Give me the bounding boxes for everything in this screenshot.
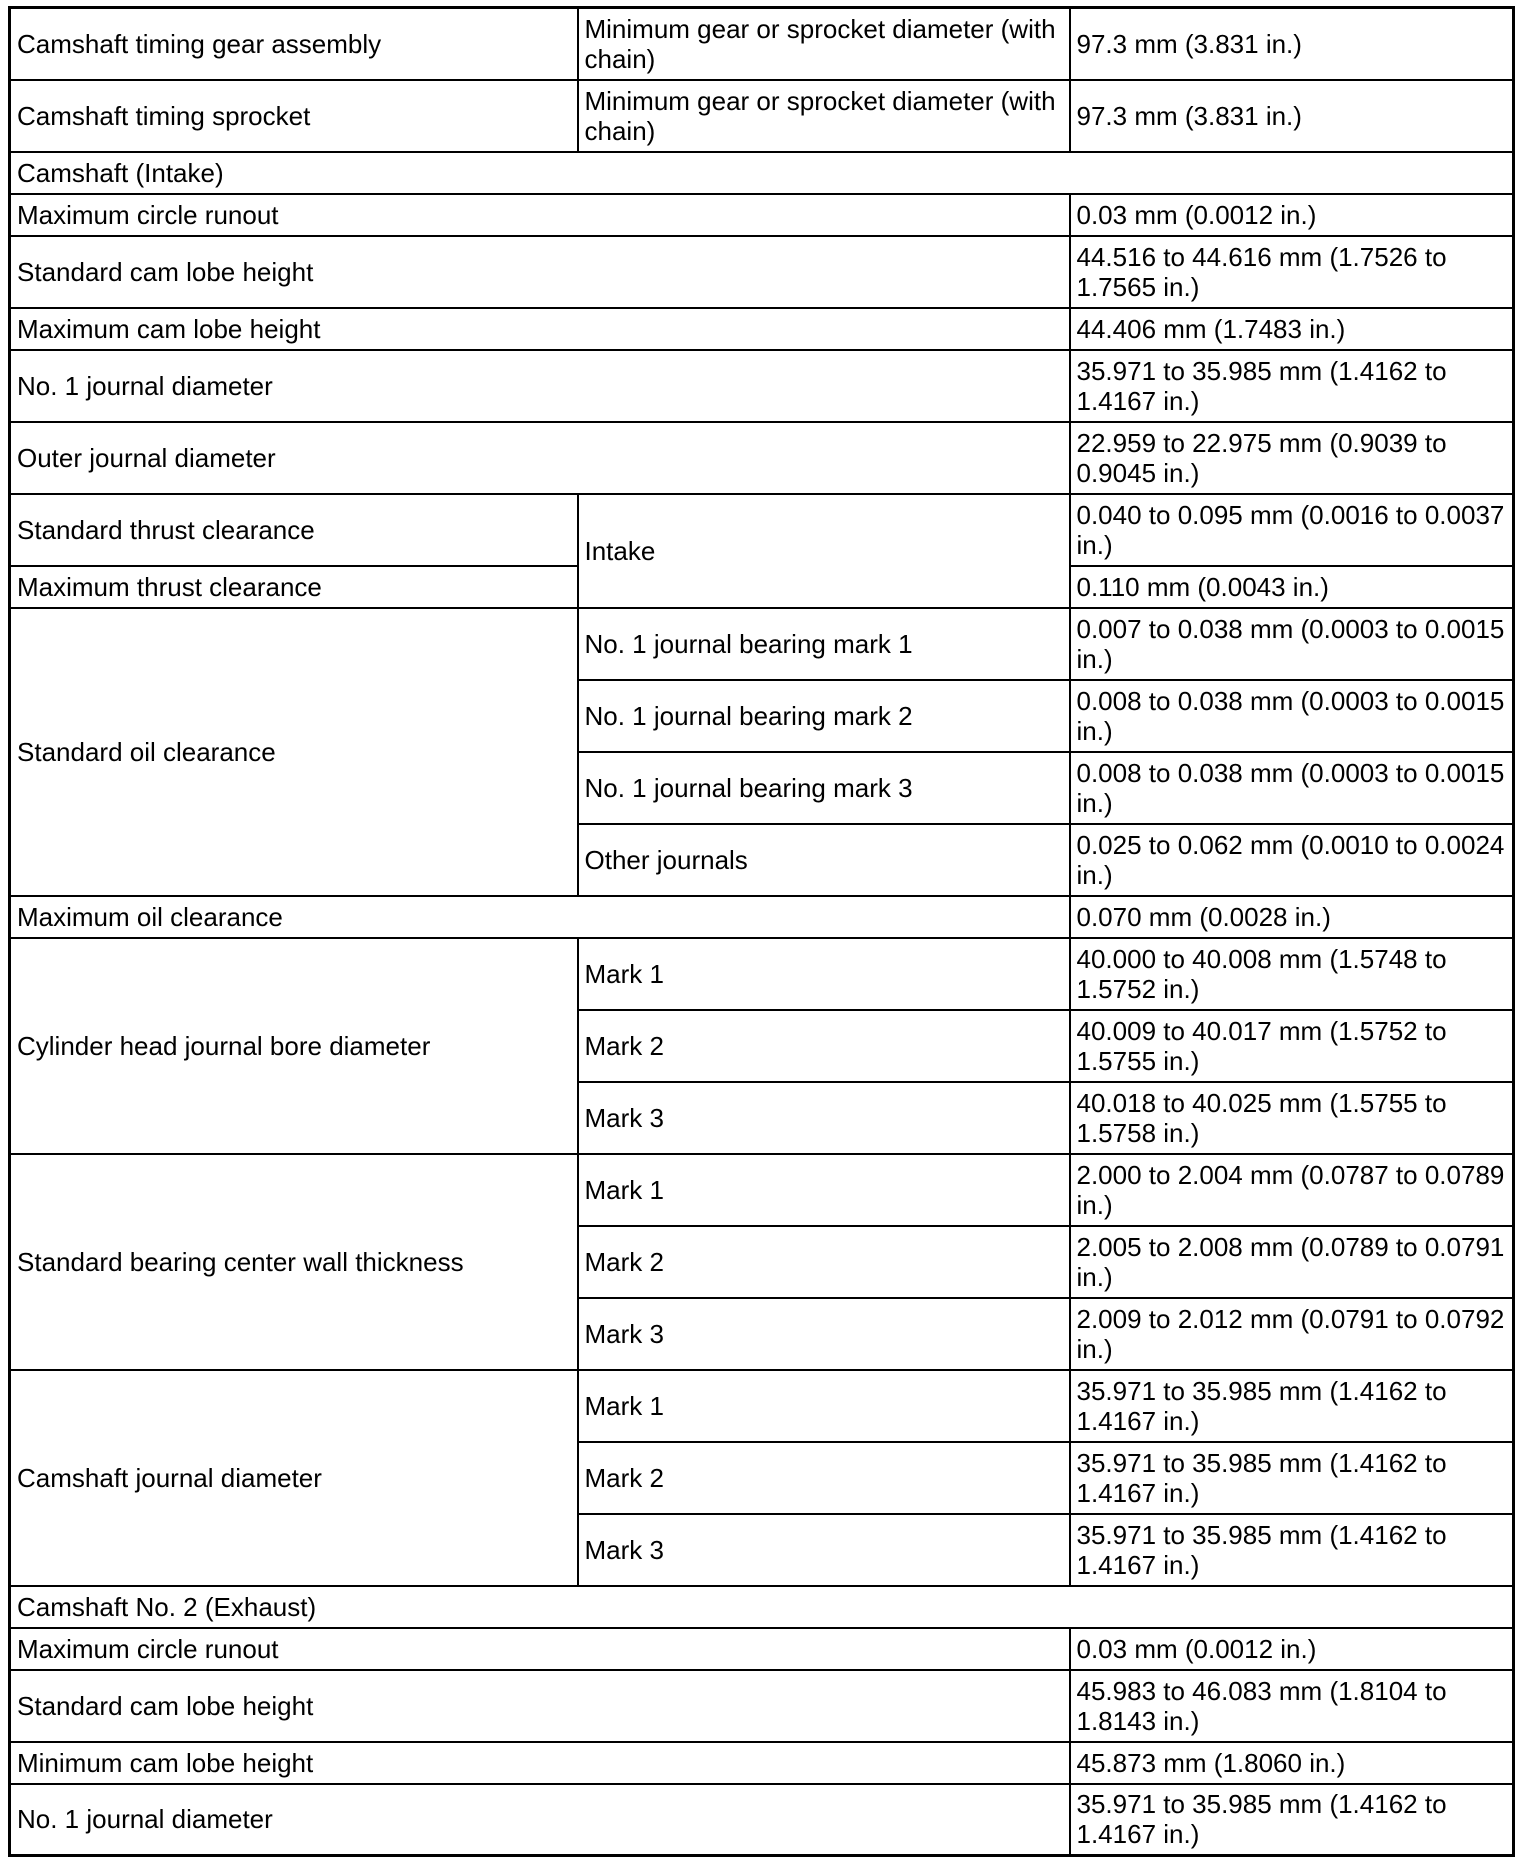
condition-cell: Intake	[578, 494, 1070, 608]
value-cell: 45.983 to 46.083 mm (1.8104 to 1.8143 in.)	[1070, 1670, 1514, 1742]
condition-cell: Minimum gear or sprocket diameter (with chain)	[578, 8, 1070, 80]
value-cell: 35.971 to 35.985 mm (1.4162 to 1.4167 in.)	[1070, 1784, 1514, 1856]
condition-cell: Mark 1	[578, 938, 1070, 1010]
item-cell: Standard bearing center wall thickness	[10, 1154, 578, 1370]
table-row	[10, 1628, 1514, 1670]
table-row	[10, 938, 1514, 1010]
value-cell: 40.009 to 40.017 mm (1.5752 to 1.5755 in.)	[1070, 1010, 1514, 1082]
condition-cell: Mark 3	[578, 1298, 1070, 1370]
item-cell: No. 1 journal diameter	[10, 1784, 1070, 1856]
item-cell: Maximum oil clearance	[10, 896, 1070, 938]
section-header-row	[10, 1586, 1514, 1628]
value-cell: 40.018 to 40.025 mm (1.5755 to 1.5758 in.)	[1070, 1082, 1514, 1154]
value-cell: 2.009 to 2.012 mm (0.0791 to 0.0792 in.)	[1070, 1298, 1514, 1370]
value-cell: 35.971 to 35.985 mm (1.4162 to 1.4167 in.)	[1070, 350, 1514, 422]
value-cell: 0.040 to 0.095 mm (0.0016 to 0.0037 in.)	[1070, 494, 1514, 566]
condition-cell: Other journals	[578, 824, 1070, 896]
item-cell: Standard cam lobe height	[10, 236, 1070, 308]
value-cell: 2.005 to 2.008 mm (0.0789 to 0.0791 in.)	[1070, 1226, 1514, 1298]
value-cell: 0.008 to 0.038 mm (0.0003 to 0.0015 in.)	[1070, 752, 1514, 824]
table-row	[10, 350, 1514, 422]
item-cell: Maximum cam lobe height	[10, 308, 1070, 350]
value-cell: 0.008 to 0.038 mm (0.0003 to 0.0015 in.)	[1070, 680, 1514, 752]
table-row	[10, 194, 1514, 236]
item-cell: Outer journal diameter	[10, 422, 1070, 494]
table-row	[10, 1742, 1514, 1784]
value-cell: 40.000 to 40.008 mm (1.5748 to 1.5752 in.)	[1070, 938, 1514, 1010]
condition-cell: Mark 2	[578, 1442, 1070, 1514]
condition-cell: Mark 2	[578, 1010, 1070, 1082]
value-cell: 0.070 mm (0.0028 in.)	[1070, 896, 1514, 938]
item-cell: Maximum circle runout	[10, 1628, 1070, 1670]
item-cell: Maximum thrust clearance	[10, 566, 578, 608]
table-row	[10, 1370, 1514, 1442]
item-cell: No. 1 journal diameter	[10, 350, 1070, 422]
value-cell: 0.03 mm (0.0012 in.)	[1070, 194, 1514, 236]
item-cell: Standard oil clearance	[10, 608, 578, 896]
item-cell: Standard cam lobe height	[10, 1670, 1070, 1742]
condition-cell: Mark 1	[578, 1154, 1070, 1226]
table-row	[10, 896, 1514, 938]
item-cell: Camshaft timing gear assembly	[10, 8, 578, 80]
value-cell: 97.3 mm (3.831 in.)	[1070, 8, 1514, 80]
value-cell: 44.516 to 44.616 mm (1.7526 to 1.7565 in.)	[1070, 236, 1514, 308]
table-row	[10, 308, 1514, 350]
table-row	[10, 1784, 1514, 1856]
camshaft-spec-table	[8, 6, 1515, 1857]
item-cell: Maximum circle runout	[10, 194, 1070, 236]
condition-cell: Mark 3	[578, 1082, 1070, 1154]
condition-cell: No. 1 journal bearing mark 2	[578, 680, 1070, 752]
condition-cell: Mark 3	[578, 1514, 1070, 1586]
table-row	[10, 8, 1514, 80]
item-cell: Minimum cam lobe height	[10, 1742, 1070, 1784]
section-header-row	[10, 152, 1514, 194]
table-row	[10, 80, 1514, 152]
section-header: Camshaft (Intake)	[10, 152, 1514, 194]
value-cell: 35.971 to 35.985 mm (1.4162 to 1.4167 in.)	[1070, 1370, 1514, 1442]
item-cell: Standard thrust clearance	[10, 494, 578, 566]
value-cell: 2.000 to 2.004 mm (0.0787 to 0.0789 in.)	[1070, 1154, 1514, 1226]
value-cell: 44.406 mm (1.7483 in.)	[1070, 308, 1514, 350]
condition-cell: No. 1 journal bearing mark 1	[578, 608, 1070, 680]
table-row	[10, 494, 1514, 566]
item-cell: Camshaft journal diameter	[10, 1370, 578, 1586]
item-cell: Camshaft timing sprocket	[10, 80, 578, 152]
value-cell: 0.03 mm (0.0012 in.)	[1070, 1628, 1514, 1670]
value-cell: 0.025 to 0.062 mm (0.0010 to 0.0024 in.)	[1070, 824, 1514, 896]
condition-cell: Mark 2	[578, 1226, 1070, 1298]
value-cell: 35.971 to 35.985 mm (1.4162 to 1.4167 in.)	[1070, 1442, 1514, 1514]
table-row	[10, 1154, 1514, 1226]
condition-cell: Mark 1	[578, 1370, 1070, 1442]
table-row	[10, 236, 1514, 308]
table-row	[10, 422, 1514, 494]
value-cell: 0.110 mm (0.0043 in.)	[1070, 566, 1514, 608]
value-cell: 35.971 to 35.985 mm (1.4162 to 1.4167 in.)	[1070, 1514, 1514, 1586]
table-row	[10, 608, 1514, 680]
value-cell: 0.007 to 0.038 mm (0.0003 to 0.0015 in.)	[1070, 608, 1514, 680]
value-cell: 45.873 mm (1.8060 in.)	[1070, 1742, 1514, 1784]
table-row	[10, 1670, 1514, 1742]
item-cell: Cylinder head journal bore diameter	[10, 938, 578, 1154]
condition-cell: Minimum gear or sprocket diameter (with chain)	[578, 80, 1070, 152]
value-cell: 97.3 mm (3.831 in.)	[1070, 80, 1514, 152]
section-header: Camshaft No. 2 (Exhaust)	[10, 1586, 1514, 1628]
condition-cell: No. 1 journal bearing mark 3	[578, 752, 1070, 824]
value-cell: 22.959 to 22.975 mm (0.9039 to 0.9045 in.)	[1070, 422, 1514, 494]
